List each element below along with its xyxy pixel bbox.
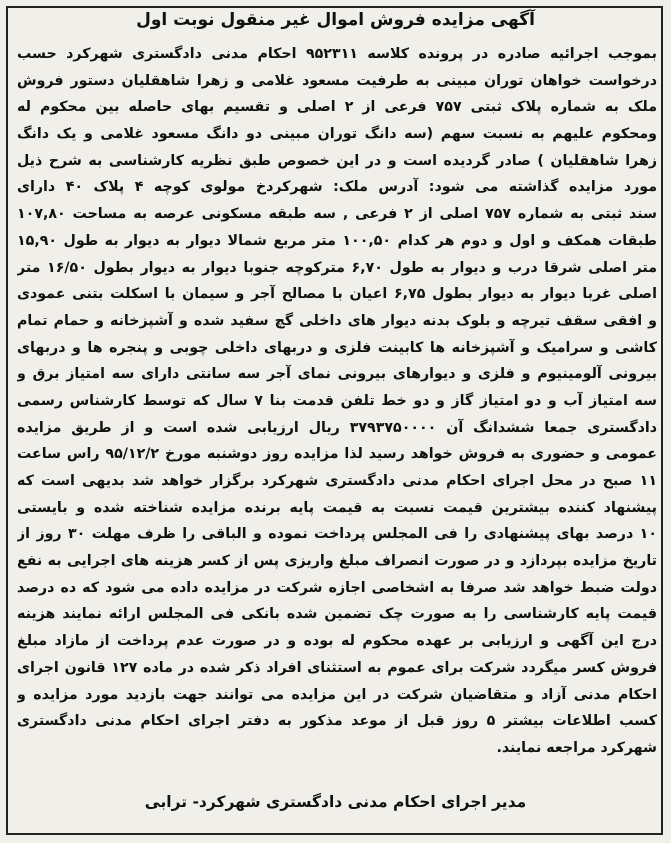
notice-line: درج این آگهی و ارزیابی بر عهده محکوم له بوده و در صورت عدم پرداخت از مازاد مبلغ bbox=[17, 633, 657, 650]
notice-line: بموجب اجرائیه صادره در پرونده کلاسه ۹۵۲۳۱۱ احکام مدنی دادگستری شهرکرد حسب bbox=[17, 46, 657, 62]
notice-line: تاریخ مزایده بپردازد و در صورت انصراف مبلغ واریزی پس از کسر هزینه های اجرایی به نفع bbox=[17, 553, 657, 570]
notice-line: کاشی و سرامیک و آشپزخانه ها کابینت فلزی و دربهای داخلی چوبی و پنجره ها و دربهای bbox=[17, 339, 657, 356]
notice-line: سند ثبتی به شماره ۷۵۷ اصلی از ۲ فرعی , سه طبقه مسکونی عرصه به مساحت ۱۰۷,۸۰ bbox=[17, 206, 657, 223]
notice-body bbox=[17, 41, 657, 762]
notice-line: درخواست خواهان توران مبینی به طرفیت مسعود غلامی و زهرا شاهقلیان دستور فروش bbox=[17, 72, 657, 89]
notice-line: زهرا شاهقلیان ) صادر گردیده است و در این خصوص طبق نظریه کارشناسی به شرح ذیل bbox=[17, 152, 657, 169]
notice-line: دادگستری جمعا ششدانگ آن ۳۷۹۳۷۵۰۰۰۰ ریال ارزیابی شده است و از طریق مزایده bbox=[17, 419, 657, 436]
notice-line: فروش کسر میگردد شرکت برای عموم به استثنای افراد ذکر شده در ماده ۱۲۷ قانون اجرای bbox=[17, 659, 657, 676]
notice-line: ۱۰ درصد بهای پیشنهادی را فی المجلس پرداخت نموده و الباقی را ظرف مهلت ۳۰ روز از bbox=[17, 526, 657, 543]
notice-line: ملک به شماره پلاک ثبتی ۷۵۷ فرعی از ۲ اصلی و تقسیم بهای حاصله بین محکوم له bbox=[17, 99, 657, 116]
notice-line: مورد مزایده گذاشته می شود: آدرس ملک: شهرکردخ مولوی کوچه ۴ پلاک ۴۰ دارای bbox=[17, 179, 657, 196]
notice-line: قیمت پایه کارشناسی را به صورت چک تضمین شده بانکی فی المجلس ارائه نمایند هزینه bbox=[17, 606, 657, 623]
notice-line: ۱۱ صبح در محل اجرای احکام مدنی دادگستری شهرکرد برگزار خواهد شد بدیهی است که bbox=[17, 473, 657, 489]
notice-line: شهرکرد مراجعه نمایند. bbox=[496, 739, 657, 756]
notice-signature: مدیر اجرای احکام مدنی دادگستری شهرکرد- ترابی bbox=[144, 793, 527, 811]
notice-line: ومحکوم علیهم به نسبت سهم (سه دانگ توران مبینی دو دانگ مسعود غلامی و یک دانگ bbox=[17, 126, 657, 143]
notice-line: احکام مدنی آزاد و متقاضیان شرکت در این مزایده می توانند جهت بازدید مورد مزایده و bbox=[17, 686, 657, 703]
notice-line: پیشنهاد کننده بیشترین قیمت نسبت به قیمت پایه برنده مزایده شناخته شده و بایستی bbox=[17, 499, 657, 516]
notice-line: عمومی و حضوری به فروش خواهد رسید لذا مزایده روز دوشنبه مورخ ۹۵/۱۲/۲ راس ساعت bbox=[17, 446, 657, 463]
notice-line: متر اصلی شرقا درب و دیوار به طول ۶,۷۰ مترکوچه جنوبا دیوار به دیوار بطول ۱۶/۵۰ متر bbox=[17, 259, 657, 276]
notice-line: دولت ضبط خواهد شد صرفا به اشخاصی اجازه شرکت در مزایده داده می شود که ده درصد bbox=[17, 579, 657, 596]
notice-line: طبقات همکف و اول و دوم هر کدام ۱۰۰,۵۰ متر مربع شمالا دیوار به دیوار به طول ۱۵,۹۰ bbox=[17, 232, 657, 249]
notice-line: کسب اطلاعات بیشتر ۵ روز قبل از موعد مذکور به دفتر اجرای احکام مدنی دادگستری bbox=[17, 713, 657, 730]
notice-line: اصلی غربا دیوار به دیوار بطول ۶,۷۵ اعیان با مصالح آجر و سیمان با اسکلت بتنی عمودی bbox=[17, 286, 657, 303]
notice-title: آگهی مزایده فروش اموال غیر منقول نوبت اول bbox=[136, 10, 535, 30]
notice-line: سه امتیاز آب و دو امتیاز گاز و دو خط تلفن قدمت بنا ۷ سال که توسط کارشناس رسمی bbox=[17, 392, 657, 409]
notice-line: و افقی سقف تیرچه و بلوک بدنه دیوار های داخلی گچ سفید شده و آشپزخانه و حمام تمام bbox=[17, 312, 657, 329]
notice-line: بیرونی آلومینیوم و فلزی و دیوارهای بیرونی نمای آجر سه سانتی دارای سه امتیاز برق و bbox=[17, 366, 657, 383]
